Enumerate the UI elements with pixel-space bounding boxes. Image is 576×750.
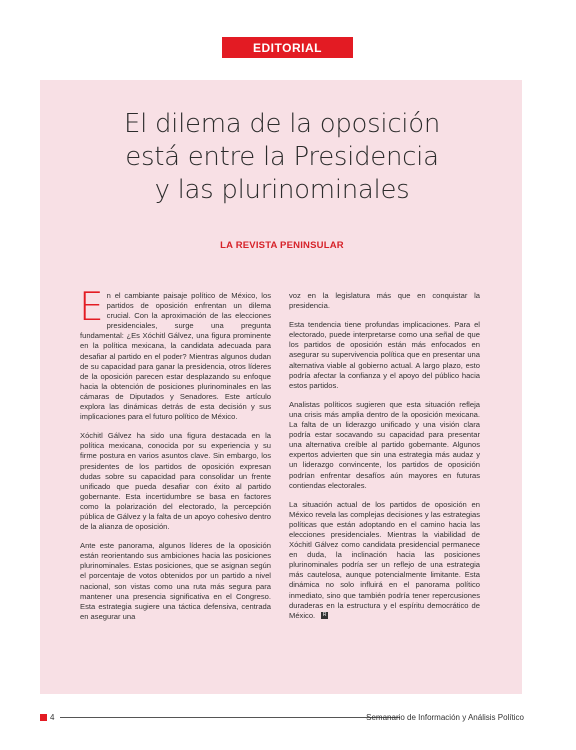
end-mark-icon: R: [322, 612, 327, 619]
article-column-left: [79, 285, 271, 631]
drop-cap: E: [79, 285, 104, 330]
article-paragraph: Ante este panorama, algunos líderes de la oposición están reorientando sus ambiciones hacia las posiciones plurinominales. Estas posiciones, que se asignan según el porcentaje de votos obtenidos por un partido a nivel nacional, son vistas como una ruta más segura para mantener una presencia significativa en el Congreso. Esta estrategia sugiere una táctica defensiva, centrada en asegurar una: [80, 541, 271, 621]
article-paragraph: [289, 500, 480, 621]
byline: LA REVISTA PENINSULAR: [220, 240, 344, 251]
article-paragraph: [79, 285, 271, 422]
headline-line-3: y las plurinominales: [154, 175, 410, 205]
footer-divider: [60, 717, 400, 718]
article-paragraph: Xóchitl Gálvez ha sido una figura destacada en la política mexicana, conocida por su experiencia y su firme postura en varios asuntos clave. Sin embargo, los presidentes de los partidos de oposición expresan dudas sobre su capacidad para consolidar un frente unificado que pueda desafiar con éxito al partido gobernante. Esta incertidumbre se basa en factores como la polarización del electorado, la percepción pública de Gálvez y la falta de un apoyo cohesivo dentro de la alianza de oposición.: [80, 431, 271, 532]
article-paragraph: Esta tendencia tiene profundas implicaciones. Para el electorado, puede interpretarse como una señal de que los partidos de oposición están más enfocados en asegurar su supervivencia política que en presentar una alternativa viable al gobierno actual. A largo plazo, esto podría afectar la confianza y el apoyo del público hacia estos partidos.: [289, 320, 480, 390]
page-footer: [40, 712, 524, 724]
paragraph-text: La situación actual de los partidos de oposición en México revela las complejas decisiones y las estrategias políticas que están adoptando en el camino hacia las elecciones presidenciales. Mientras la viabilidad de Xóchitl Gálvez como candidata presidencial permanece en duda, la inclinación hacia las posiciones plurinominales podría ser un reflejo de una estrategia más cautelosa, aunque potencialmente limitante. Esta dinámica no solo influirá en el panorama político inmediato, sino que también podría tener repercusiones duraderas en la estructura y el espíritu democrático de México.: [289, 499, 480, 620]
article-paragraph: voz en la legislatura más que en conquistar la presidencia.: [289, 291, 480, 311]
headline: [60, 108, 504, 207]
paragraph-text: n el cambiante paisaje político de México, los partidos de oposición enfrentan un dilema crucial. Con la aproximación de las elecciones presidenciales, surge una pregunta fundamental: ¿Es Xóchitl Gálvez, una figura prominente en la política mexicana, la candidata adecuada para desafiar al partido en el poder? Mientras algunos dudan de su capacidad para ganar la presidencia, otros líderes de la oposición parecen estar desplazando su enfoque hacia la obtención de posiciones plurinominales en las cámaras de Diputados y Senadores. Este artículo explora las dinámicas detrás de esta decisión y sus implicaciones para el futuro político de México.: [80, 291, 271, 422]
section-tag-editorial: EDITORIAL: [222, 37, 353, 58]
publication-name: Semanario de Información y Análisis Político: [366, 713, 524, 722]
article-paragraph: Analistas políticos sugieren que esta situación refleja una crisis más amplia dentro de la oposición mexicana. La falta de un liderazgo unificado y una visión clara podría estar socavando su capacidad para presentar una alternativa creíble al partido gobernante. Algunos expertos advierten que sin una estrategia más audaz y un liderazgo convincente, los partidos de oposición podrían enfrentar desafíos aún mayores en futuras contiendas electorales.: [289, 399, 480, 490]
page-number: 4: [50, 713, 55, 722]
headline-line-1: El dilema de la oposición: [123, 109, 441, 139]
footer-square-icon: [40, 714, 47, 721]
article-column-right: [289, 291, 480, 630]
headline-line-2: está entre la Presidencia: [125, 142, 439, 172]
